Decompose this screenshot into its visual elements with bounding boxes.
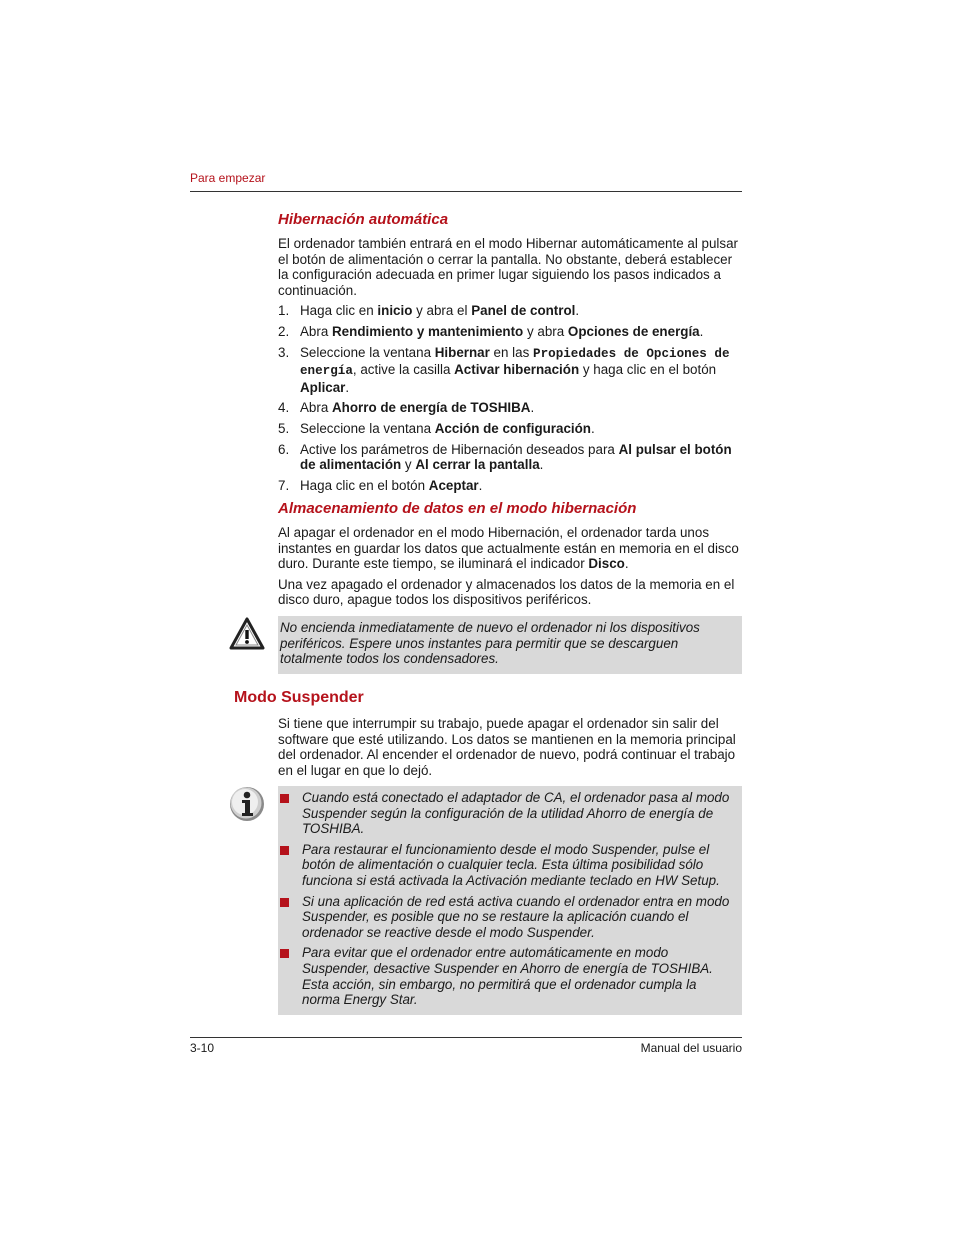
section-suspender-body <box>278 716 740 778</box>
manual-title: Manual del usuario <box>640 1041 742 1055</box>
list-item: 5. Seleccione la ventana Acción de configuración. <box>278 420 595 436</box>
section-title-almacenamiento: Almacenamiento de datos en el modo hibernación <box>278 500 637 517</box>
bullet-square-icon <box>280 898 289 907</box>
info-icon <box>229 786 265 827</box>
paragraph: Si tiene que interrumpir su trabajo, puede apagar el ordenador sin salir del software que esté utilizando. Los datos se mantienen en la memoria principal del ordenador. Al encender el ordenador de nuevo, podrá continuar el trabajo en el lugar en que lo dejó. <box>278 716 736 778</box>
paragraph: Una vez apagado el ordenador y almacenados los datos de la memoria en el disco duro, apague todos los dispositivos periféricos. <box>278 576 735 608</box>
list-item: 2. Abra Rendimiento y mantenimiento y abra Opciones de energía. <box>278 323 704 339</box>
section-title-modo-suspender: Modo Suspender <box>234 689 364 706</box>
list-item: 6. Active los parámetros de Hibernación deseados para Al pulsar el botón de alimentación y Al cerrar la pantalla. <box>278 441 732 473</box>
page-number: 3-10 <box>190 1041 215 1055</box>
caution-note <box>278 616 742 674</box>
steps-list <box>278 303 740 493</box>
list-item: Si una aplicación de red está activa cuando el ordenador entra en modo Suspender, es posible que no se restaure la aplicación cuando el ordenador se reactive desde el modo Suspender. <box>278 894 738 941</box>
list-item: Para evitar que el ordenador entre automáticamente en modo Suspender, desactive Suspender en Ahorro de energía de TOSHIBA. Esta acción, sin embargo, no permitirá que el ordenador cumpla la norma Energy Star. <box>278 945 738 1007</box>
header-rule <box>190 191 742 192</box>
bullet-square-icon <box>280 949 289 958</box>
list-item: 1. Haga clic en inicio y abra el Panel de control. <box>278 303 580 319</box>
paragraph: Al apagar el ordenador en el modo Hibernación, el ordenador tarda unos instantes en guardar los datos que actualmente están en memoria en el disco duro. Durante este tiempo, se iluminará el indicador Disco. <box>278 525 739 572</box>
bullet-square-icon <box>280 794 289 803</box>
section-almacenamiento-body <box>278 525 740 608</box>
list-item: 4. Abra Ahorro de energía de TOSHIBA. <box>278 400 535 416</box>
list-item: 3. Seleccione la ventana Hibernar en las Propiedades de Opciones de energía, active la casilla Activar hibernación y haga clic en el botón Aplicar. <box>278 344 730 395</box>
running-header: Para empezar <box>190 171 266 185</box>
warning-triangle-icon <box>229 617 265 656</box>
footer-rule <box>190 1037 742 1038</box>
list-item: 7. Haga clic en el botón Aceptar. <box>278 477 483 493</box>
section-hibernacion-body <box>278 236 740 493</box>
caution-text: No encienda inmediatamente de nuevo el ordenador ni los dispositivos periféricos. Espere unos instantes para permitir que se descarguen totalmente todos los condensadores. <box>280 620 700 667</box>
info-note <box>278 786 742 1015</box>
list-item: Para restaurar el funcionamiento desde el modo Suspender, pulse el botón de alimentación o cualquier tecla. Esta última posibilidad sólo funciona si está activada la Activación mediante teclado en HW Setup. <box>278 842 738 889</box>
list-item: Cuando está conectado el adaptador de CA, el ordenador pasa al modo Suspender según la configuración de la utilidad Ahorro de energía de TOSHIBA. <box>278 790 738 837</box>
intro-paragraph: El ordenador también entrará en el modo Hibernar automáticamente al pulsar el botón de alimentación o cerrar la pantalla. No obstante, deberá establecer la configuración adecuada en primer lugar siguiendo los pasos indicados a continuación. <box>278 236 739 298</box>
section-title-hibernacion: Hibernación automática <box>278 211 449 228</box>
bullet-square-icon <box>280 846 289 855</box>
